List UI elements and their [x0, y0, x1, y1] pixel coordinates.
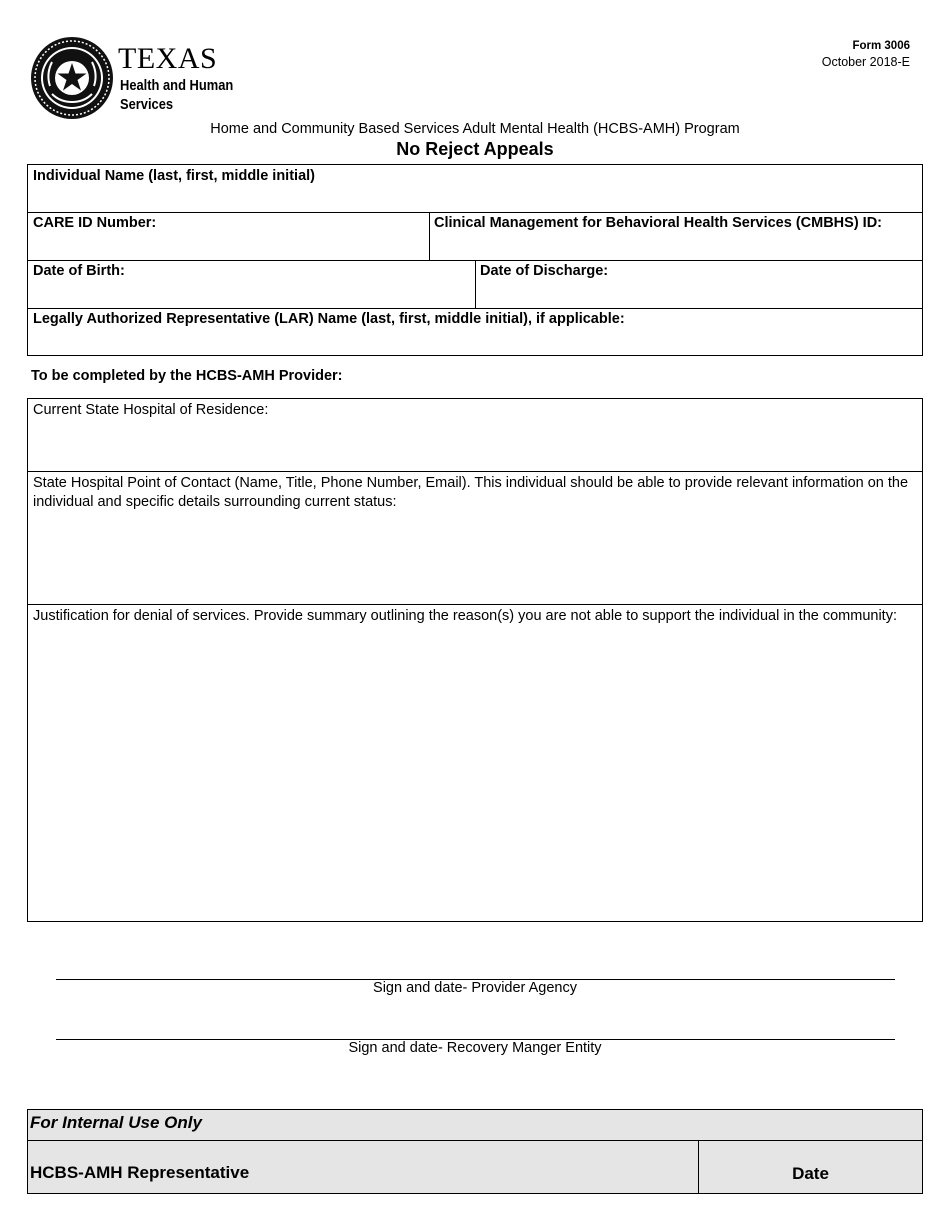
- page-title: No Reject Appeals: [396, 139, 554, 159]
- cmbhs-id-field[interactable]: [429, 212, 922, 260]
- internal-representative-label: HCBS-AMH Representative: [30, 1163, 250, 1182]
- state-hospital-field[interactable]: [28, 399, 922, 471]
- justification-label: Justification for denial of services. Provide summary outlining the reason(s) you are not able to support the individual in the community:: [33, 608, 897, 624]
- logo-line-2: Services: [120, 96, 174, 113]
- date-of-birth-field[interactable]: [28, 260, 475, 307]
- care-id-field[interactable]: [28, 212, 429, 260]
- individual-info-table: [27, 164, 923, 356]
- date-of-discharge-label: Date of Discharge:: [480, 263, 609, 279]
- date-of-discharge-field[interactable]: [475, 260, 922, 307]
- logo-line-1: Health and Human: [120, 77, 234, 94]
- internal-divider: [27, 1140, 923, 1141]
- individual-name-label: Individual Name (last, first, middle initial): [33, 168, 315, 184]
- provider-table: [27, 398, 923, 922]
- state-hospital-label: Current State Hospital of Residence:: [33, 402, 269, 418]
- lar-name-field[interactable]: [28, 308, 922, 355]
- internal-date-label: Date: [792, 1164, 829, 1183]
- provider-signature-label: Sign and date- Provider Agency: [373, 980, 577, 996]
- point-of-contact-field[interactable]: [28, 471, 922, 604]
- point-of-contact-label: State Hospital Point of Contact (Name, Title, Phone Number, Email). This individual should be able to provide relevant information on the individual and specific details surrounding current status:: [33, 475, 909, 510]
- individual-name-field[interactable]: [28, 165, 922, 212]
- provider-section-heading: To be completed by the HCBS-AMH Provider:: [31, 368, 343, 384]
- lar-name-label: Legally Authorized Representative (LAR) Name (last, first, middle initial), if applicable:: [33, 311, 625, 327]
- cmbhs-id-label: Clinical Management for Behavioral Health Services (CMBHS) ID:: [434, 215, 882, 231]
- internal-use-title: For Internal Use Only: [30, 1113, 202, 1132]
- program-name: Home and Community Based Services Adult Mental Health (HCBS-AMH) Program: [210, 121, 740, 137]
- care-id-label: CARE ID Number:: [33, 215, 157, 231]
- form-date: October 2018-E: [821, 55, 910, 69]
- recovery-signature-label: Sign and date- Recovery Manger Entity: [348, 1040, 602, 1056]
- form-number: Form 3006: [852, 40, 910, 52]
- texas-seal-icon: [30, 36, 114, 120]
- logo-wordmark: TEXAS: [118, 42, 218, 75]
- justification-field[interactable]: [28, 604, 922, 921]
- date-of-birth-label: Date of Birth:: [33, 263, 125, 279]
